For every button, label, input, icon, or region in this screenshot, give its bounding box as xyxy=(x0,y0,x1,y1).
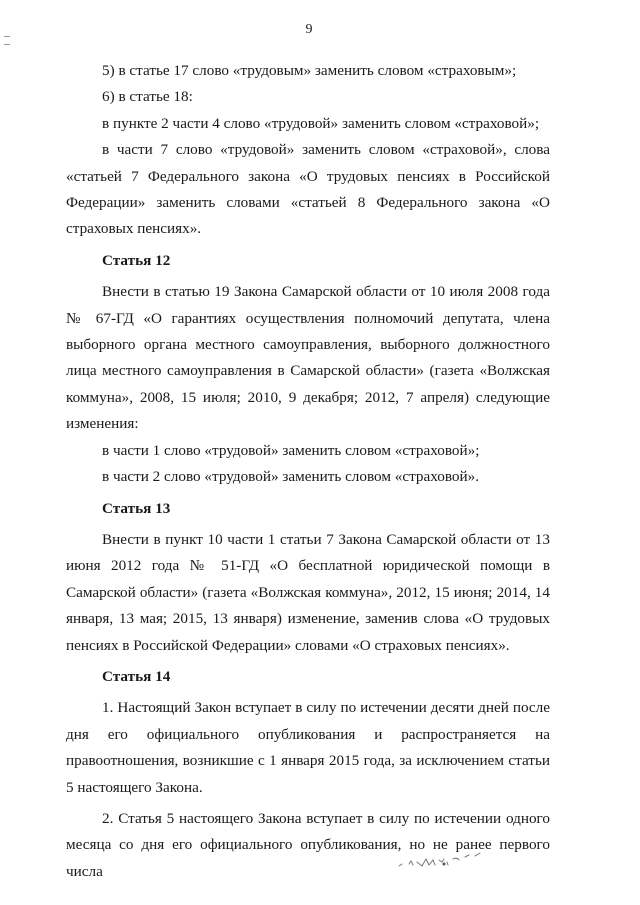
scan-mark xyxy=(4,44,10,45)
scan-mark xyxy=(4,36,10,37)
article-13-heading: Статья 13 xyxy=(102,499,171,517)
article-paragraph: в части 2 слово «трудовой» заменить словом «страховой». xyxy=(102,468,480,486)
article-paragraph: в части 1 слово «трудовой» заменить словом «страховой»; xyxy=(102,441,480,459)
article-paragraph: Внести в статью 19 Закона Самарской области от 10 июля 2008 года № 67-ГД «О гарантиях осуществления полномочий депутата, члена выборного органа местного самоуправления, выборного должностного лица местного самоуправления в Самарской области» (газета «Волжская коммуна», 2008, 15 июля; 2010, 9 декабря; 2012, 7 апреля) следующие изменения: xyxy=(66,283,550,433)
amendment-item: 6) в статье 18: xyxy=(102,88,193,106)
article-paragraph: 2. Статья 5 настоящего Закона вступает в силу по истечении одного месяца со дня его официального опубликования, но не ранее первого числа xyxy=(66,809,550,880)
page-number: 9 xyxy=(305,22,313,37)
signature-mark xyxy=(395,848,505,878)
amendment-item: в части 7 слово «трудовой» заменить словом «страховой», слова «статьей 7 Федерального закона «О трудовых пенсиях в Российской Федерации» заменить словами «статьей 8 Федерального закона «О страховых пенсиях». xyxy=(66,141,550,238)
amendment-item: в пункте 2 части 4 слово «трудовой» заменить словом «страховой»; xyxy=(102,114,540,132)
document-body xyxy=(66,58,550,885)
article-paragraph: 1. Настоящий Закон вступает в силу по истечении десяти дней после дня его официального опубликования и распространяется на правоотношения, возникшие с 1 января 2015 года, за исключением статьи 5 настоящего Закона. xyxy=(66,699,550,796)
article-12-heading: Статья 12 xyxy=(102,251,171,269)
article-14-heading: Статья 14 xyxy=(102,667,171,685)
amendment-item: 5) в статье 17 слово «трудовым» заменить словом «страховым»; xyxy=(102,62,517,79)
article-paragraph: Внести в пункт 10 части 1 статьи 7 Закона Самарской области от 13 июня 2012 года № 51-ГД «О бесплатной юридической помощи в Самарской области» (газета «Волжская коммуна», 2012, 15 июня; 2014, 14 января, 13 мая; 2015, 13 января) изменение, заменив слова «О трудовых пенсиях в Российской Федерации» словами «О страховых пенсиях». xyxy=(66,530,550,654)
